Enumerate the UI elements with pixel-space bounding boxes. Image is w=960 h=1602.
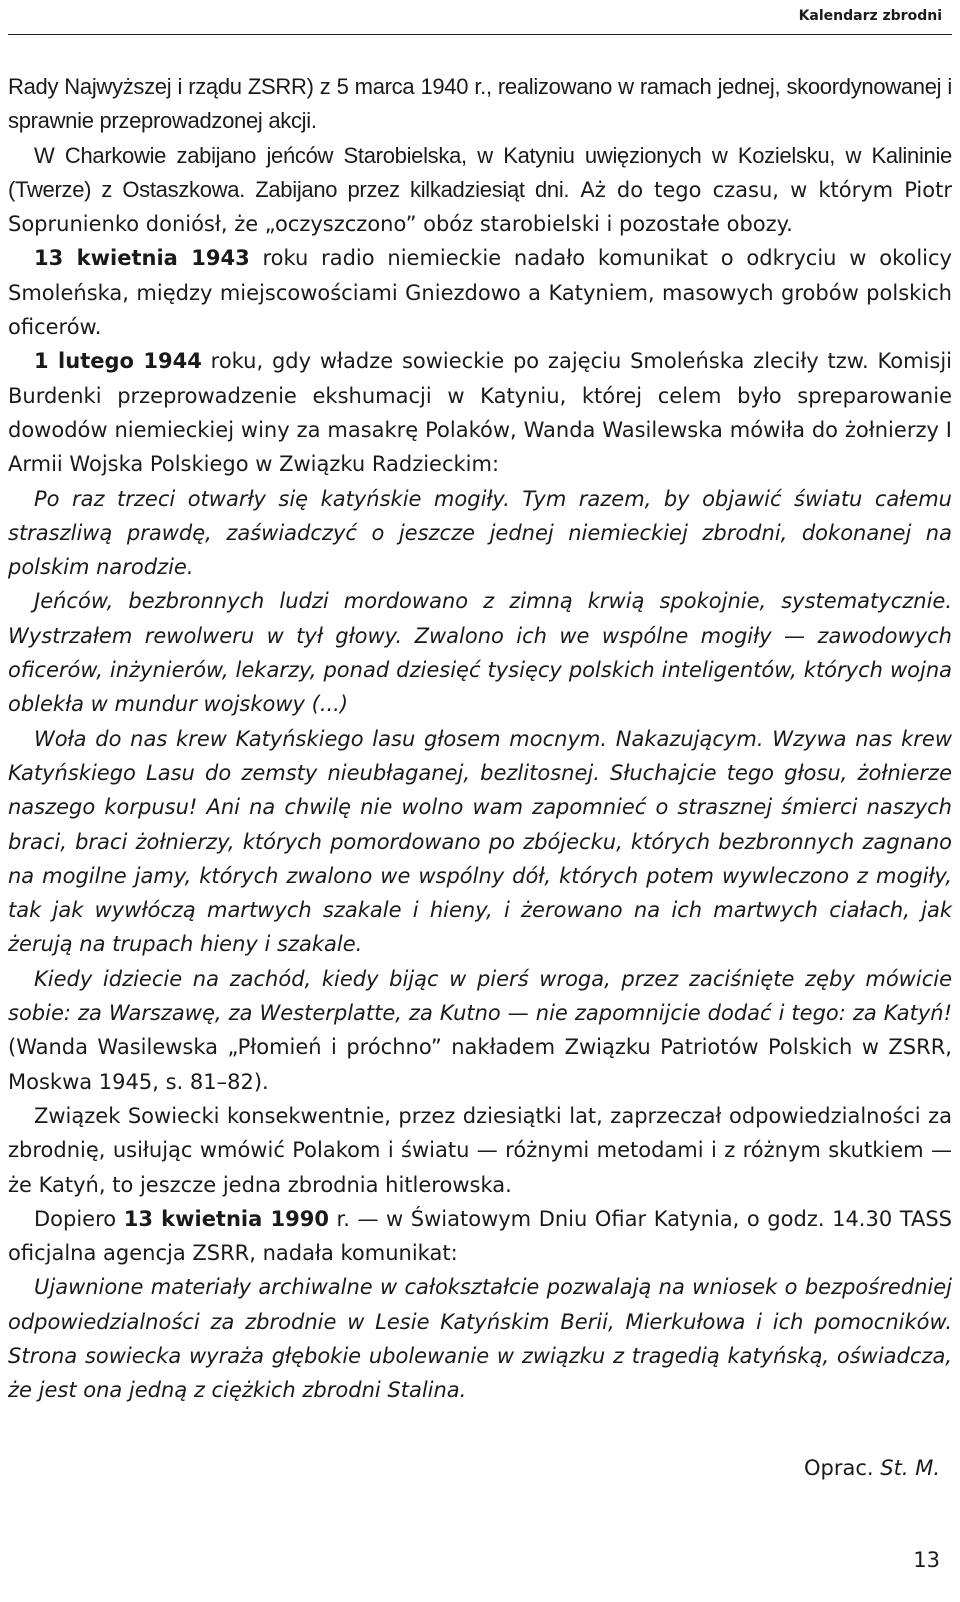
paragraph-text: Aż do tego czasu, w którym Piotr Soprunienko doniósł, że „oczyszczono” obóz starobielski i pozostałe obozy. (8, 177, 952, 237)
paragraph-continuation (8, 70, 952, 139)
article-body (8, 70, 952, 1408)
paragraph-1943 (8, 241, 952, 344)
paragraph-1990 (8, 1202, 952, 1271)
paragraph-text: Rady Najwyższej i rządu ZSRR) z 5 marca 1940 r., realizowano w ramach jednej, skoordynowanej i sprawnie przeprowadzonej akcji. (8, 74, 952, 134)
source-citation: (Wanda Wasilewska „Płomień i próchno” nakładem Związku Patriotów Polskich w ZSRR, Moskwa 1945, s. 81–82). (8, 1035, 952, 1094)
date-highlight: 13 kwietnia 1990 (123, 1206, 329, 1231)
quote-with-source (8, 962, 952, 1099)
paragraph-denial: Związek Sowiecki konsekwentnie, przez dziesiątki lat, zaprzeczał odpowiedzialności za zbrodnię, usiłując wmówić Polakom i światu — różnymi metodami i z różnym skutkiem — że Katyń, to jeszcze jedna zbrodnia hitlerowska. (8, 1103, 952, 1197)
quote-text: Kiedy idziecie na zachód, kiedy bijąc w pierś wroga, przez zaciśnięte zęby mówicie sobie: za Warszawę, za Westerplatte, za Kutno — nie zapomnijcie dodać i tego: za Katyń! (8, 966, 952, 1026)
paragraph-1944 (8, 344, 952, 481)
header-divider (8, 34, 952, 35)
paragraph-text: W Charkowie zabijano jeńców Starobielska, w Katyniu uwięzionych w Kozielsku, w Kalininie (Twerze) z Ostaszkowa. Zabijano przez kilkadziesiąt dni. (8, 142, 952, 202)
signature-initials: St. M. (880, 1456, 940, 1480)
tass-quote: Ujawnione materiały archiwalne w całokształcie pozwalają na wniosek o bezpośredniej odpowiedzialności za zbrodnie w Lesie Katyńskim Berii, Mierkułowa i ich pomocników. Strona sowiecka wyraża głębokie ubolewanie w związku z tragedią katyńską, oświadcza, że jest ona jedną z ciężkich zbrodni Stalina. (8, 1275, 952, 1403)
page-number: 13 (913, 1548, 940, 1572)
page-header (0, 0, 960, 36)
quote-paragraph: Jeńców, bezbronnych ludzi mordowano z zimną krwią spokojnie, systematycznie. Wystrzałem rewolweru w tył głowy. Zwalono ich we wspólne mogiły — zawodowych oficerów, inżynierów, lekarzy, ponad dziesięć tysięcy polskich inteligentów, których wojna oblekła w mundur wojskowy (...) (8, 589, 952, 717)
paragraph-executions (8, 139, 952, 242)
running-title: Kalendarz zbrodni (798, 8, 942, 24)
quote-paragraph: Po raz trzeci otwarły się katyńskie mogiły. Tym razem, by objawić światu całemu straszliwą prawdę, zaświadczyć o jeszcze jednej niemieckiej zbrodni, dokonanej na polskim narodzie. (8, 486, 952, 580)
date-highlight: 1 lutego 1944 (34, 349, 202, 374)
paragraph-text: roku, gdy władze sowieckie po zajęciu Smoleńska zleciły tzw. Komisji Burdenki przeprowadzenie ekshumacji w Katyniu, której celem było spreparowanie dowodów niemieckiej winy za masakrę Polaków, Wanda Wasilewska mówiła do żołnierzy I Armii Wojska Polskiego w Związku Radzieckim: (8, 349, 952, 477)
paragraph-text: roku radio niemieckie nadało komunikat o odkryciu w okolicy Smoleńska, między miejscowościami Gniezdowo a Katyniem, masowych grobów polskich oficerów. (8, 246, 952, 340)
date-highlight: 13 kwietnia 1943 (34, 246, 250, 271)
quote-paragraph: Woła do nas krew Katyńskiego lasu głosem mocnym. Nakazującym. Wzywa nas krew Katyńskiego Lasu do zemsty nieubłaganej, bezlitosnej. Słuchajcie tego głosu, żołnierze naszego korpusu! Ani na chwilę nie wolno wam zapomnieć o strasznej śmierci naszych braci, braci żołnierzy, których pomordowano po zbójecku, których bezbronnych zagnano na mogilne jamy, których zwalono we wspólny dół, których potem wywleczono z mogiły, tak jak wywłóczą martwych szakale i hieny, i żerowano na ich martwych ciałach, jak żerują na trupach hieny i szakale. (8, 726, 952, 957)
author-signature (804, 1456, 940, 1480)
signature-prefix: Oprac. (804, 1456, 881, 1480)
paragraph-text: r. — w Światowym Dniu Ofiar Katynia, o godz. 14.30 TASS oficjalna agencja ZSRR, nadała komunikat: (8, 1206, 952, 1266)
paragraph-text: Dopiero (34, 1206, 124, 1231)
